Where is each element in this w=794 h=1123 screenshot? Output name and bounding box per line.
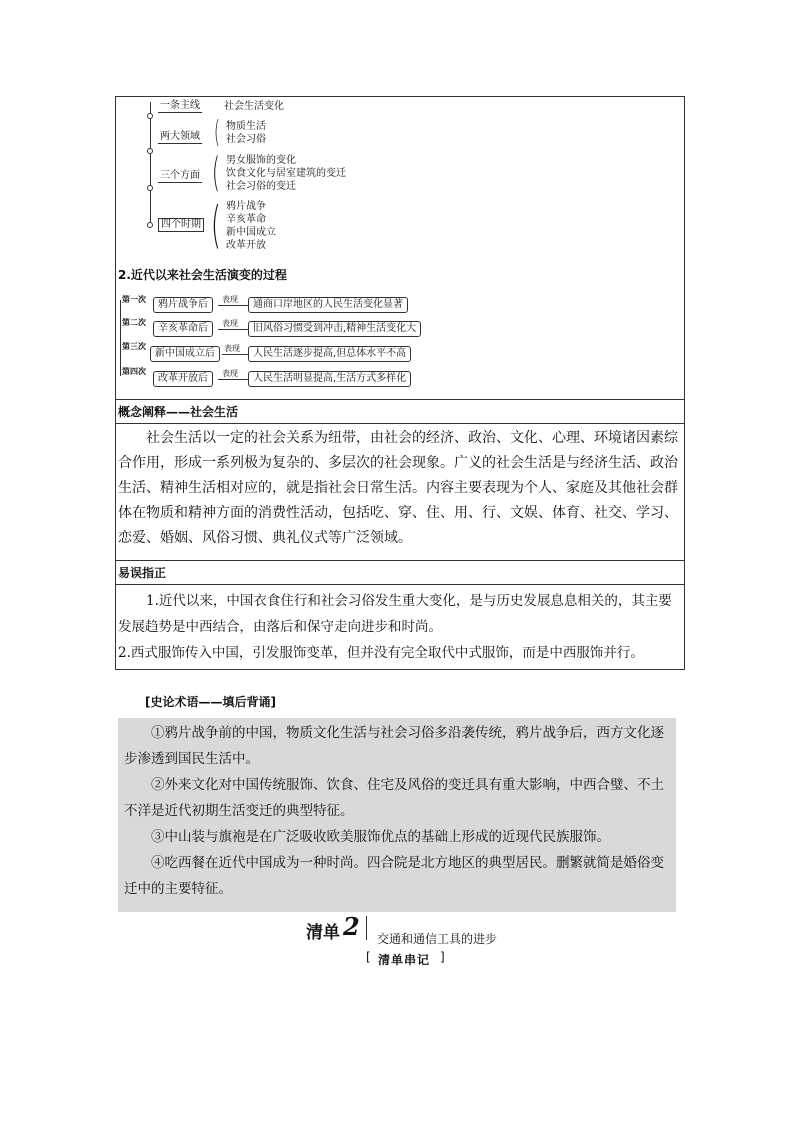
main-line-value: 社会生活变化 bbox=[224, 101, 284, 112]
arrow bbox=[222, 354, 248, 355]
list2-heading: 交通和通信工具的进步 bbox=[377, 932, 498, 946]
arrow bbox=[218, 329, 248, 330]
aspects-label: 三个方面 bbox=[160, 170, 200, 181]
divider bbox=[115, 423, 685, 424]
divider bbox=[115, 560, 685, 561]
brace-icon: ( bbox=[211, 196, 221, 254]
result-box: 人民生活明显提高,生活方式多样化 bbox=[248, 371, 411, 387]
periods-label: 四个时期 bbox=[158, 218, 204, 232]
order-tag: 第二次 bbox=[122, 318, 146, 327]
divider bbox=[115, 399, 685, 400]
process-title: 2.近代以来社会生活演变的过程 bbox=[118, 268, 287, 282]
arrow bbox=[218, 379, 248, 380]
event-box: 辛亥革命后 bbox=[153, 321, 213, 337]
period-item: 鸦片战争 bbox=[226, 201, 266, 212]
show-label: 表现 bbox=[222, 369, 238, 378]
list2-prefix: 清单 bbox=[306, 923, 340, 943]
event-box: 新中国成立后 bbox=[150, 346, 220, 362]
mistake-item-2: 2.西式服饰传入中国，引发服饰变革，但并没有完全取代中式服饰，而是中西服饰并行。 bbox=[118, 645, 644, 661]
header-divider bbox=[366, 916, 367, 940]
tree-node bbox=[147, 113, 153, 119]
mistakes-title: 易误指正 bbox=[118, 566, 167, 580]
process-bracket bbox=[120, 300, 121, 376]
brace-icon: ( bbox=[212, 150, 220, 196]
period-item: 改革开放 bbox=[226, 240, 266, 251]
aspect-item: 饮食文化与居室建筑的变迁 bbox=[226, 168, 346, 179]
mistake-item-1: 1.近代以来，中国衣食住行和社会习俗发生重大变化，是与历史发展息息相关的，其主要发展趋势是中西结合，由落后和保守走向进步和时尚。 bbox=[118, 593, 672, 635]
list2-sub: 清单串记 bbox=[378, 953, 431, 967]
divider bbox=[115, 584, 685, 585]
term-item: ①鸦片战争前的中国，物质文化生活与社会习俗多沿袭传统，鸦片战争后，西方文化逐步渗透到国民生活中。 bbox=[124, 725, 664, 767]
arrow bbox=[218, 305, 248, 306]
tree-node bbox=[147, 222, 153, 228]
brace-icon: ( bbox=[214, 115, 220, 150]
term-item: ②外来文化对中国传统服饰、饮食、住宅及风俗的变迁具有重大影响，中西合璧、不土不洋是近代初期生活变迁的典型特征。 bbox=[124, 777, 664, 819]
terms-box bbox=[118, 718, 676, 912]
aspect-item: 男女服饰的变化 bbox=[226, 155, 296, 166]
list2-sub-bracket: [ bbox=[366, 950, 371, 964]
event-box: 鸦片战争后 bbox=[153, 297, 213, 313]
event-box: 改革开放后 bbox=[153, 371, 213, 387]
period-item: 辛亥革命 bbox=[226, 214, 266, 225]
order-tag: 第三次 bbox=[122, 342, 146, 351]
concept-text: 社会生活以一定的社会关系为纽带，由社会的经济、政治、文化、心理、环境诸因素综合作用，形成一系列极为复杂的、多层次的社会现象。广义的社会生活是与经济生活、政治生活、精神生活相对应的，就是指社会日常生活。内容主要表现为个人、家庭及其他社会群体在物质和精神方面的消费性活动，包括吃、穿、住、用、行、文娱、体育、社交、学习、恋爱、婚姻、风俗习惯、典礼仪式等广泛领域。 bbox=[118, 430, 678, 546]
period-item: 新中国成立 bbox=[226, 227, 276, 238]
term-item: ③中山装与旗袍是在广泛吸收欧美服饰优点的基础上形成的近现代民族服饰。 bbox=[151, 829, 610, 845]
main-line-label: 一条主线 bbox=[160, 100, 200, 111]
domains-label: 两大领域 bbox=[160, 131, 200, 142]
tree-node bbox=[147, 185, 153, 191]
show-label: 表现 bbox=[224, 344, 240, 353]
terms-title: [史论术语——填后背诵] bbox=[145, 695, 276, 709]
list2-sub-bracket: ] bbox=[440, 950, 445, 964]
show-label: 表现 bbox=[222, 295, 238, 304]
order-tag: 第一次 bbox=[122, 295, 146, 304]
result-box: 旧风俗习惯受到冲击,精神生活变化大 bbox=[248, 321, 421, 337]
tree-node bbox=[147, 148, 153, 154]
domain-item: 社会习俗 bbox=[226, 134, 266, 145]
aspect-item: 社会习俗的变迁 bbox=[226, 181, 296, 192]
tree-trunk bbox=[150, 102, 151, 225]
show-label: 表现 bbox=[222, 319, 238, 328]
domain-item: 物质生活 bbox=[226, 121, 266, 132]
term-item: ④吃西餐在近代中国成为一种时尚。四合院是北方地区的典型居民。删繁就简是婚俗变迁中的主要特征。 bbox=[124, 855, 664, 897]
result-box: 人民生活逐步提高,但总体水平不高 bbox=[248, 346, 411, 362]
result-box: 通商口岸地区的人民生活变化显著 bbox=[248, 297, 408, 313]
list2-number: 2 bbox=[343, 912, 360, 941]
order-tag: 第四次 bbox=[122, 367, 146, 376]
concept-title: 概念阐释——社会生活 bbox=[118, 405, 239, 419]
